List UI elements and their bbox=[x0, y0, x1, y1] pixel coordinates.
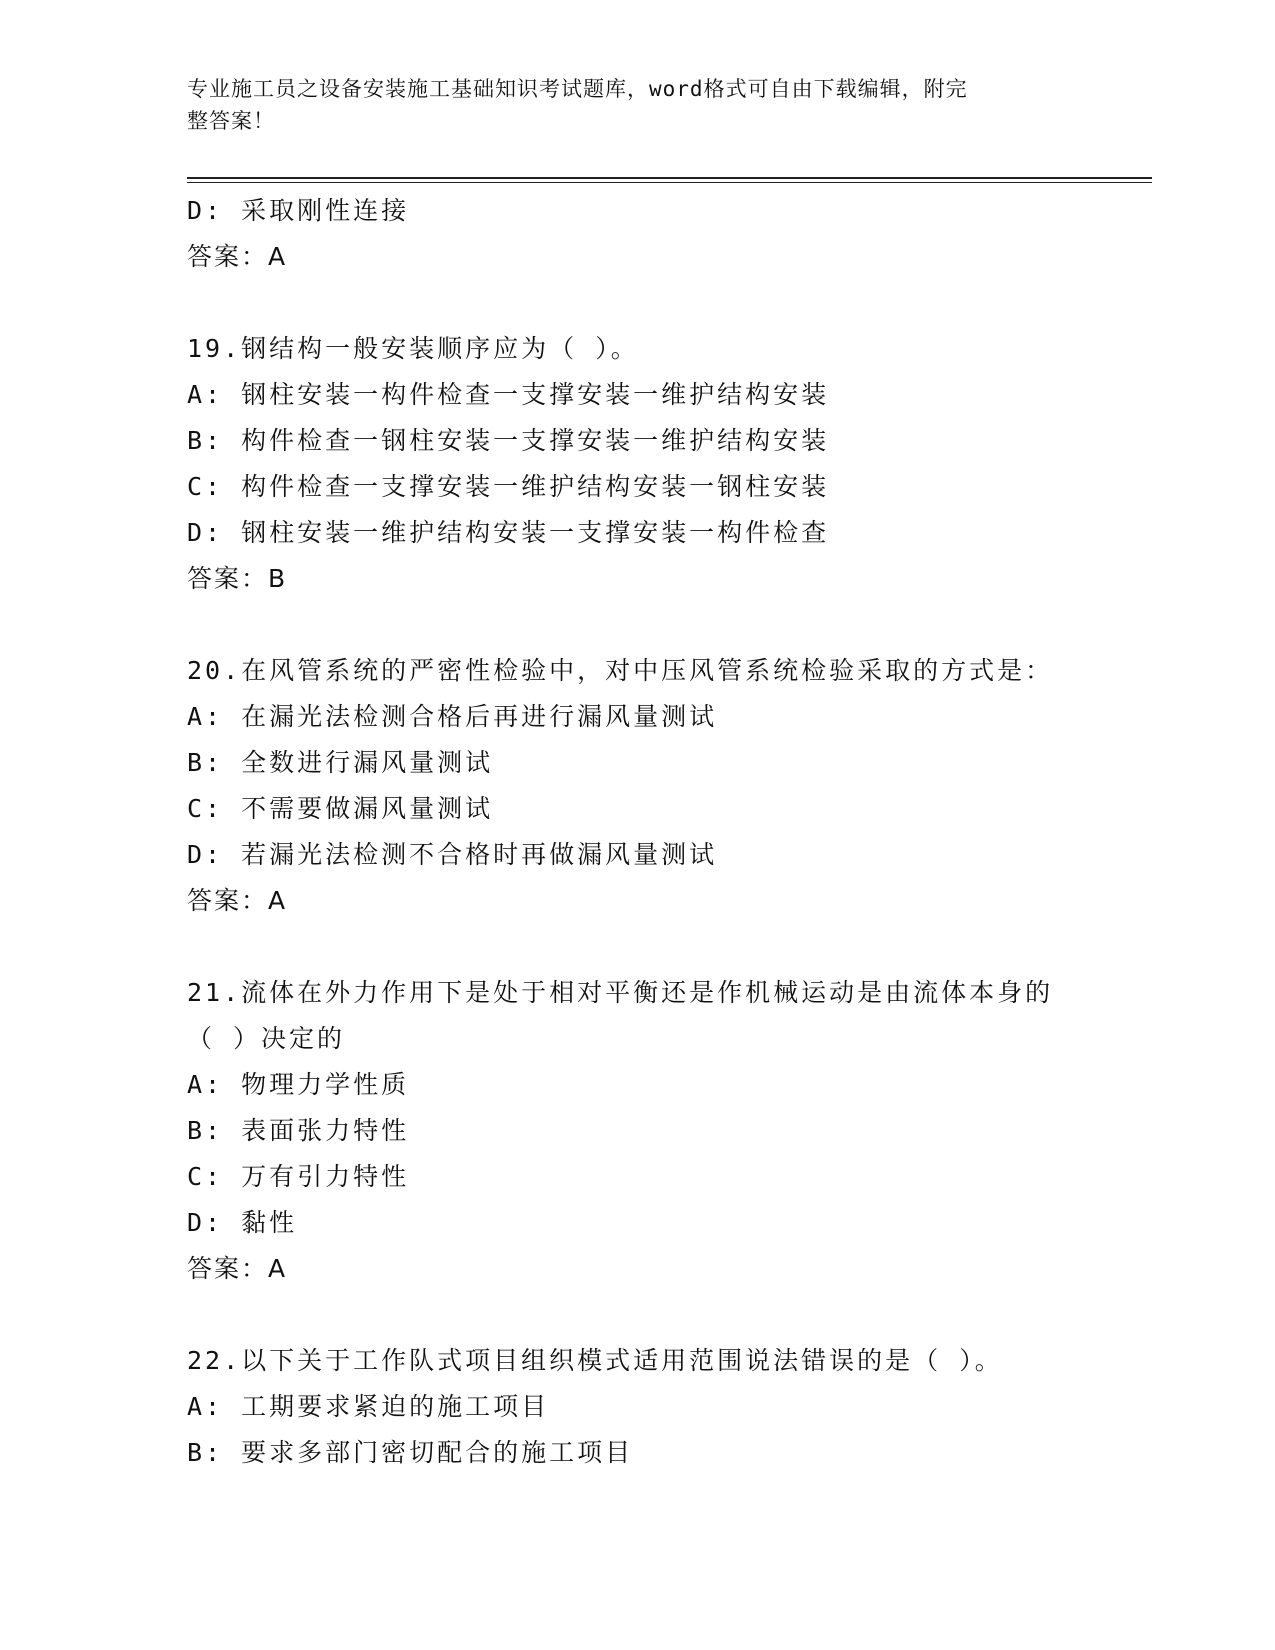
question-stem: 20.在风管系统的严密性检验中，对中压风管系统检验采取的方式是： bbox=[187, 656, 1054, 685]
option-c: C: 不需要做漏风量测试 bbox=[187, 794, 494, 823]
spacer bbox=[187, 924, 1147, 970]
spacer bbox=[187, 1292, 1147, 1338]
option-a: A: 钢柱安装一构件检查一支撑安装一维护结构安装 bbox=[187, 380, 830, 409]
spacer bbox=[187, 602, 1147, 648]
question-19 bbox=[187, 326, 1147, 602]
answer-line: 答案：A bbox=[187, 242, 288, 271]
spacer bbox=[187, 280, 1147, 326]
option-d: D: 黏性 bbox=[187, 1208, 298, 1237]
question-20 bbox=[187, 648, 1147, 924]
option-a: A: 在漏光法检测合格后再进行漏风量测试 bbox=[187, 702, 718, 731]
header-divider-thick bbox=[187, 177, 1152, 179]
question-stem: 19.钢结构一般安装顺序应为（ ）。 bbox=[187, 334, 639, 363]
question-21 bbox=[187, 970, 1147, 1292]
option-c: C: 万有引力特性 bbox=[187, 1162, 410, 1191]
question-22 bbox=[187, 1338, 1147, 1476]
question-list bbox=[187, 188, 1147, 1476]
header-divider-thin bbox=[187, 182, 1152, 183]
option-b: B: 全数进行漏风量测试 bbox=[187, 748, 494, 777]
document-header bbox=[187, 73, 1067, 137]
header-title-line-2: 整答案！ bbox=[187, 109, 275, 133]
option-b: B: 表面张力特性 bbox=[187, 1116, 410, 1145]
option-b: B: 构件检查一钢柱安装一支撑安装一维护结构安装 bbox=[187, 426, 830, 455]
question-18 bbox=[187, 188, 1147, 280]
option-d: D: 钢柱安装一维护结构安装一支撑安装一构件检查 bbox=[187, 518, 830, 547]
question-stem: 21.流体在外力作用下是处于相对平衡还是作机械运动是由流体本身的 bbox=[187, 978, 1054, 1007]
option-d: D: 若漏光法检测不合格时再做漏风量测试 bbox=[187, 840, 718, 869]
answer-line: 答案：A bbox=[187, 1254, 288, 1283]
option-a: A: 工期要求紧迫的施工项目 bbox=[187, 1392, 550, 1421]
question-stem: 22.以下关于工作队式项目组织模式适用范围说法错误的是（ ）。 bbox=[187, 1346, 1003, 1375]
option-d: D: 采取刚性连接 bbox=[187, 196, 410, 225]
option-a: A: 物理力学性质 bbox=[187, 1070, 410, 1099]
question-stem-continued: （ ）决定的 bbox=[187, 1024, 346, 1053]
answer-line: 答案：A bbox=[187, 886, 288, 915]
option-b: B: 要求多部门密切配合的施工项目 bbox=[187, 1438, 634, 1467]
answer-line: 答案：B bbox=[187, 564, 288, 593]
header-title-line-1: 专业施工员之设备安装施工基础知识考试题库，word格式可自由下载编辑，附完 bbox=[187, 77, 968, 101]
option-c: C: 构件检查一支撑安装一维护结构安装一钢柱安装 bbox=[187, 472, 830, 501]
